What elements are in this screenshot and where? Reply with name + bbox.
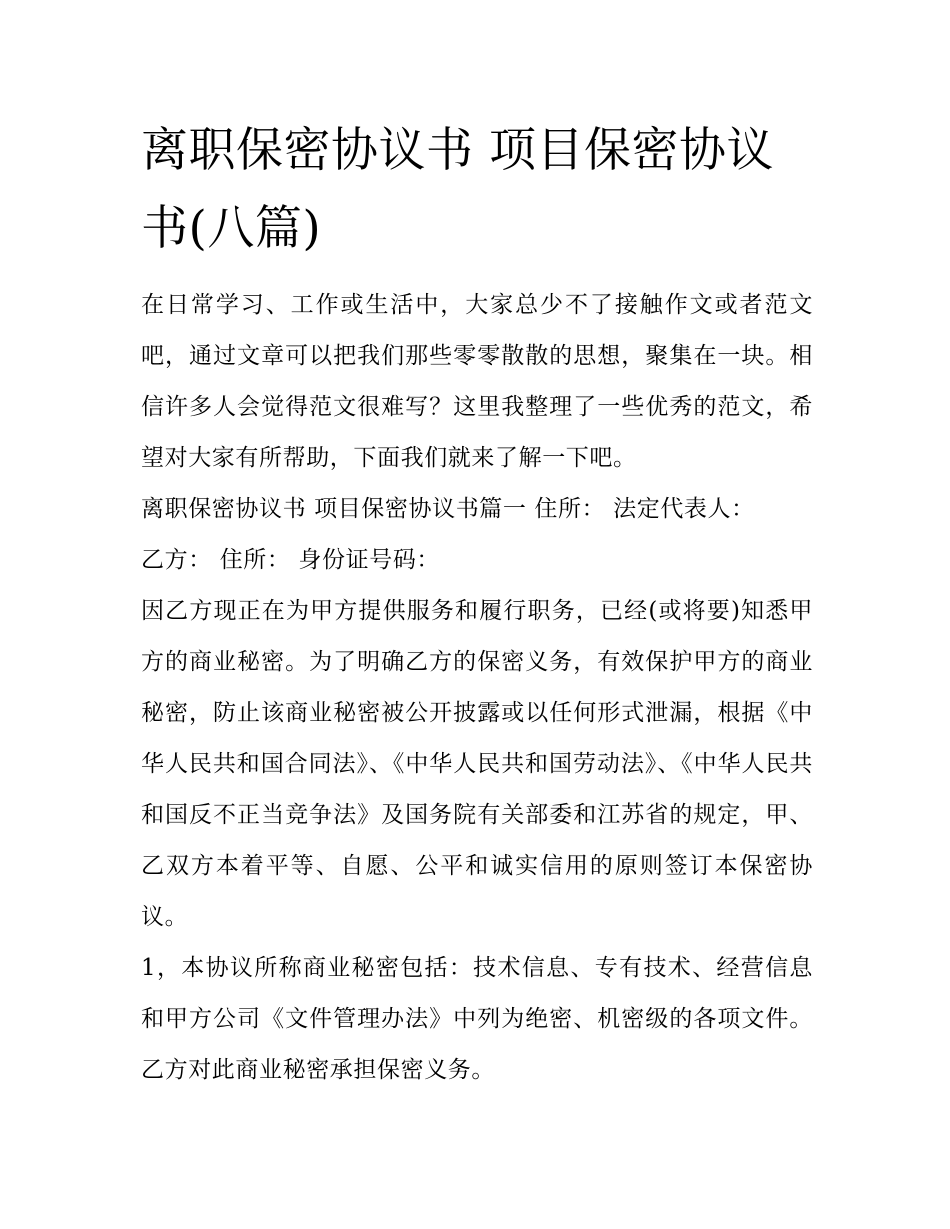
paragraph-clause-1: 1，本协议所称商业秘密包括：技术信息、专有技术、经营信息和甲方公司《文件管理办法》中列为绝密、机密级的各项文件。乙方对此商业秘密承担保密义务。 [141,955,813,1083]
paragraph-preamble: 因乙方现正在为甲方提供服务和履行职务，已经(或将要)知悉甲方的商业秘密。为了明确乙方的保密义务，有效保护甲方的商业秘密，防止该商业秘密被公开披露或以任何形式泄漏，根据《中华人民共和国合同法》、《中华人民共和国劳动法》、《中华人民共和国反不正当竞争法》及国务院有关部委和江苏省的规定，甲、乙双方本着平等、自愿、公平和诚实信用的原则签订本保密协议。 [141,598,813,930]
paragraph-party-b: 乙方： 住所： 身份证号码： [141,547,441,573]
document-body [141,112,813,1096]
paragraph-intro: 在日常学习、工作或生活中，大家总少不了接触作文或者范文吧，通过文章可以把我们那些零零散散的思想，聚集在一块。相信许多人会觉得范文很难写？这里我整理了一些优秀的范文，希望对大家有所帮助，下面我们就来了解一下吧。 [141,292,813,471]
paragraph-party-a: 离职保密协议书 项目保密协议书篇一 住所： 法定代表人： [141,496,755,522]
document-title: 离职保密协议书 项目保密协议书(八篇) [141,123,774,256]
